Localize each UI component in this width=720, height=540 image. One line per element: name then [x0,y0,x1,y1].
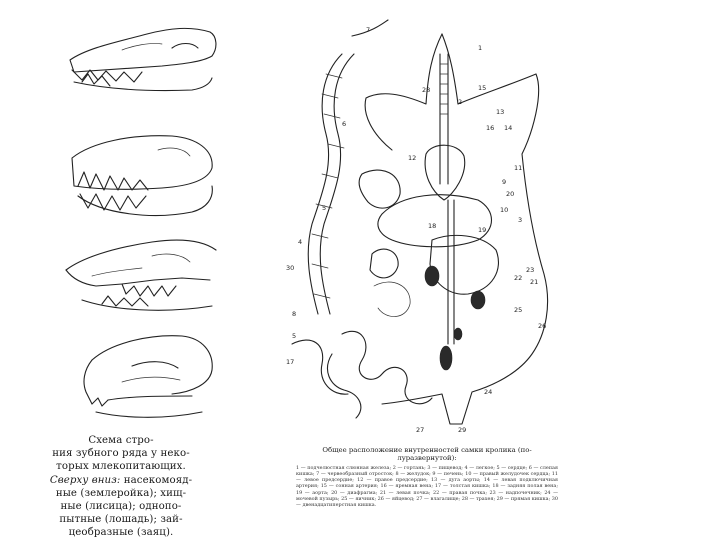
svg-text:26: 26 [538,322,547,330]
caption-line: ния зубного ряда у неко- [52,448,190,460]
caption-line: цеобразные (заяц). [68,527,174,539]
anatomy-caption [296,446,558,509]
svg-text:16: 16 [486,124,495,132]
svg-text:6: 6 [342,120,347,128]
svg-text:12: 12 [408,154,417,162]
svg-text:4: 4 [298,238,303,246]
caption-line: торых млекопитающих. [56,461,186,473]
svg-text:18: 18 [428,222,437,230]
svg-text:15: 15 [478,84,487,92]
svg-text:17: 17 [286,358,295,366]
svg-text:5: 5 [292,332,297,340]
svg-text:5: 5 [322,204,327,212]
svg-text:8: 8 [292,310,297,318]
anatomy-caption-legend: 1 — подчелюстная слюнная железа; 2 — гортань; 3 — пищевод; 4 — легкое; 5 — сердце; 6 — слепая кишка; 7 — червеобразный отросток; 8 — желудок; 9 — печень; 10 — правый желудочек сердца; 11 — левое предсердие; 12 — правое предсердие; 13 — дуга аорты; 14 — левая подключичная артерия; 15 — сонная артерия; 16 — яремная вена; 17 — толстая кишка; 18 — задняя полая вена; 19 — аорта; 20 — диафрагма; 21 — левая почка; 22 — правая почка; 23 — надпочечник; 24 — мочевой пузырь; 25 — яичник; 26 — яйцевод; 27 — влагалище; 28 — трахея; 29 — прямая кишка; 30 — двенадцатиперстная кишка. [296,464,558,509]
svg-text:21: 21 [530,278,539,286]
anatomy-caption-title: Общее расположение внутренностей самки кролика (по-луразвернутой): [322,446,532,463]
caption-direction-label: Сверху вниз: [49,474,121,486]
dentition-drawing [62,8,222,418]
dentition-figure [62,8,222,418]
svg-text:10: 10 [500,206,509,214]
svg-text:19: 19 [478,226,487,234]
svg-text:30: 30 [286,264,295,272]
rabbit-anatomy-figure [282,14,572,434]
caption-line: ные (землеройка); хищ- [55,487,187,499]
svg-text:7: 7 [366,26,371,34]
svg-text:27: 27 [416,426,425,434]
svg-text:24: 24 [484,388,493,396]
hare-skull-sketch [84,336,212,418]
rabbit-anatomy-drawing [282,14,572,434]
svg-text:14: 14 [504,124,513,132]
svg-text:13: 13 [496,108,505,116]
svg-text:22: 22 [514,274,523,282]
shrew-skull-sketch [70,28,216,90]
svg-text:20: 20 [506,190,515,198]
caption-line: Схема стро- [88,435,154,446]
caption-line: ные (лисица); однопо- [60,501,182,513]
dentition-caption [30,434,212,540]
caption-line: Сверху вниз: насекомояд- [49,474,193,486]
svg-text:29: 29 [458,426,467,434]
svg-text:1: 1 [478,44,483,52]
svg-text:11: 11 [514,164,523,172]
caption-line: пытные (лошадь); зай- [59,514,183,526]
svg-text:2: 2 [458,98,463,106]
svg-text:23: 23 [526,266,535,274]
svg-text:9: 9 [502,178,507,186]
horse-skull-sketch [66,240,216,310]
svg-text:25: 25 [514,306,523,314]
fox-skull-sketch [72,136,212,216]
svg-text:28: 28 [422,86,431,94]
svg-text:3: 3 [518,216,523,224]
